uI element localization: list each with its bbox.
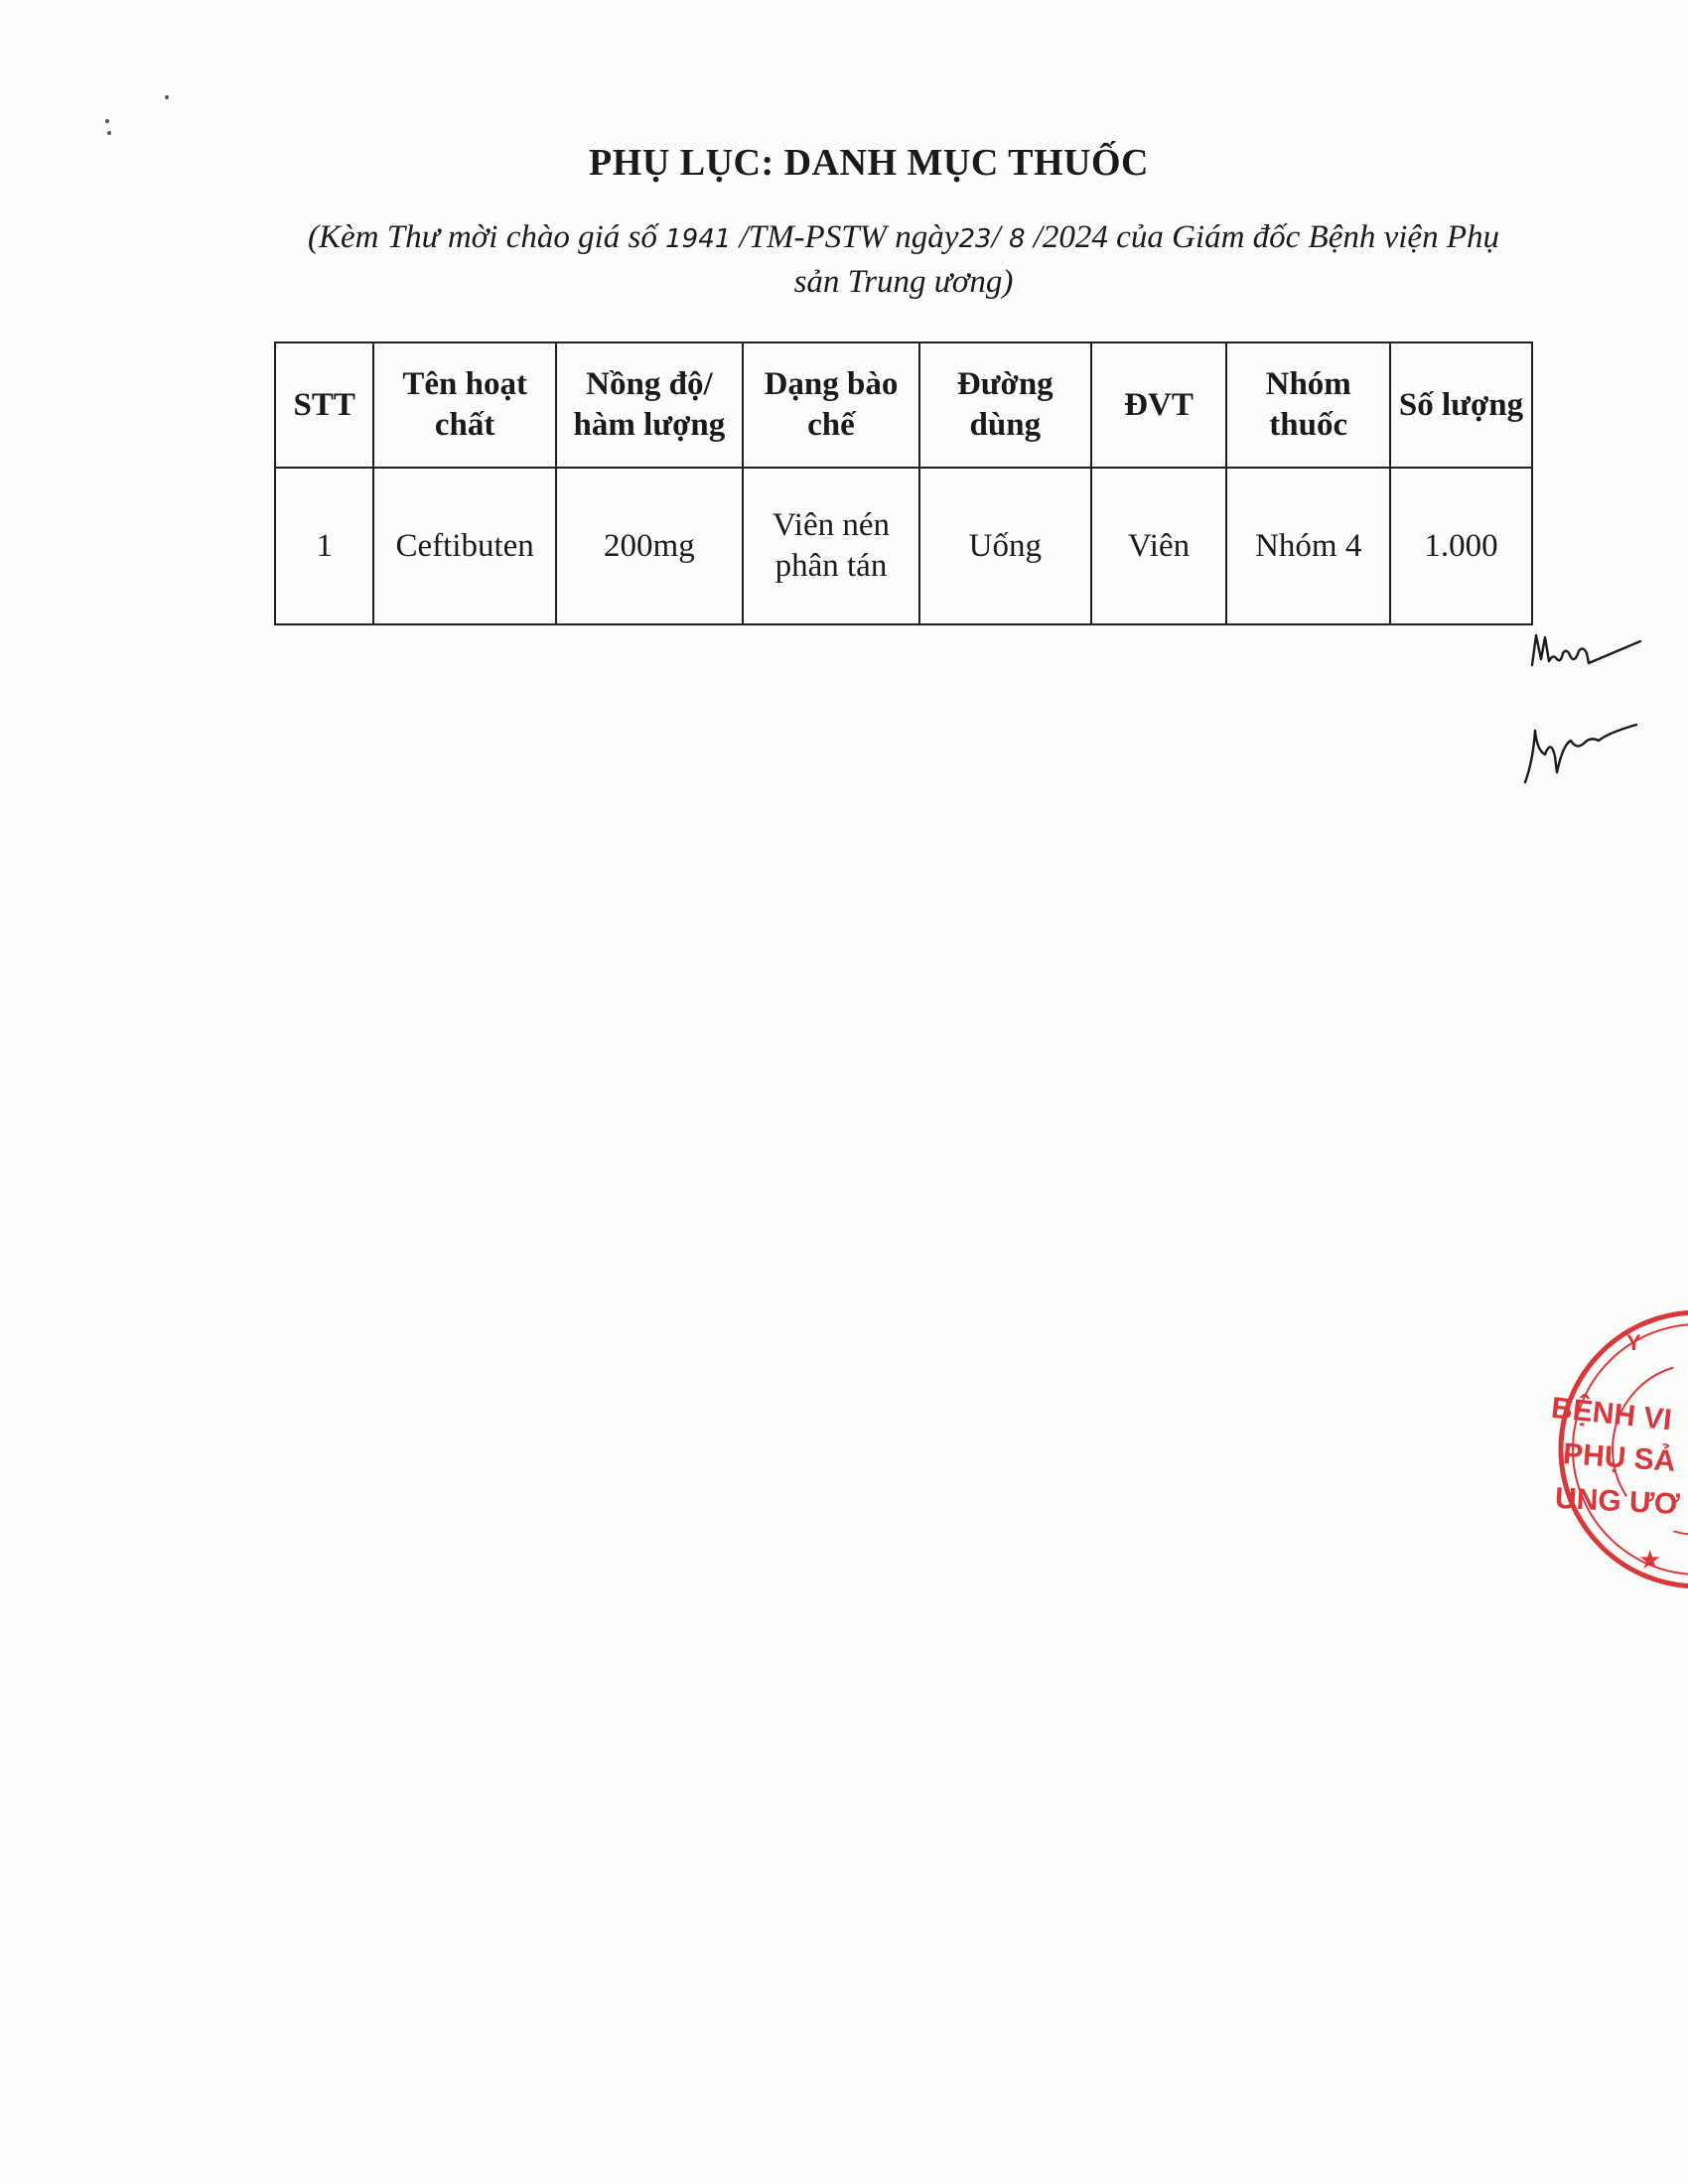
table-row	[275, 468, 1532, 624]
scan-speck	[165, 95, 169, 99]
cell-quantity: 1.000	[1390, 468, 1532, 624]
subtitle-prefix: (Kèm Thư mời chào giá số	[308, 219, 657, 255]
signature-initials-1	[1527, 623, 1646, 683]
header-active-ingredient: Tên hoạt chất	[373, 342, 555, 468]
seal-text-line1: BỆNH VI	[1549, 1391, 1674, 1437]
cell-dosage-form: Viên nén phân tán	[743, 468, 919, 624]
table-header-row	[275, 342, 1532, 468]
subtitle-separator: /	[991, 219, 1001, 255]
cell-drug-group: Nhóm 4	[1226, 468, 1390, 624]
svg-text:★: ★	[1638, 1546, 1662, 1575]
cell-active-ingredient: Ceftibuten	[373, 468, 555, 624]
handwritten-number: 1941	[665, 224, 732, 254]
header-unit: ĐVT	[1091, 342, 1227, 468]
cell-route: Uống	[919, 468, 1091, 624]
handwritten-day: 23	[958, 224, 992, 254]
cell-unit: Viên	[1091, 468, 1227, 624]
subtitle-suffix: /2024 của Giám đốc Bệnh viện Phụ sản Trung ương)	[793, 219, 1499, 300]
cell-stt: 1	[275, 468, 373, 624]
header-drug-group: Nhóm thuốc	[1226, 342, 1390, 468]
seal-text-line3: UNG ƯƠ	[1554, 1481, 1681, 1522]
subtitle-middle: /TM-PSTW ngày	[739, 219, 959, 255]
header-stt: STT	[275, 342, 373, 468]
document-subtitle	[288, 216, 1519, 304]
signature-initials-2	[1519, 711, 1648, 790]
scan-speck	[105, 119, 109, 123]
header-route: Đường dùng	[919, 342, 1091, 468]
document-title: PHỤ LỤC: DANH MỤC THUỐC	[589, 142, 1149, 184]
seal-text-line2: PHỤ SẢ	[1562, 1437, 1677, 1478]
header-concentration: Nồng độ/ hàm lượng	[556, 342, 743, 468]
handwritten-month: 8	[1008, 224, 1026, 254]
header-dosage-form: Dạng bào chế	[743, 342, 919, 468]
drug-list-table	[274, 341, 1533, 625]
scan-speck	[107, 131, 111, 135]
official-seal	[1519, 1300, 1688, 1598]
cell-concentration: 200mg	[556, 468, 743, 624]
seal-top-letter: Y	[1626, 1330, 1641, 1355]
header-quantity: Số lượng	[1390, 342, 1532, 468]
